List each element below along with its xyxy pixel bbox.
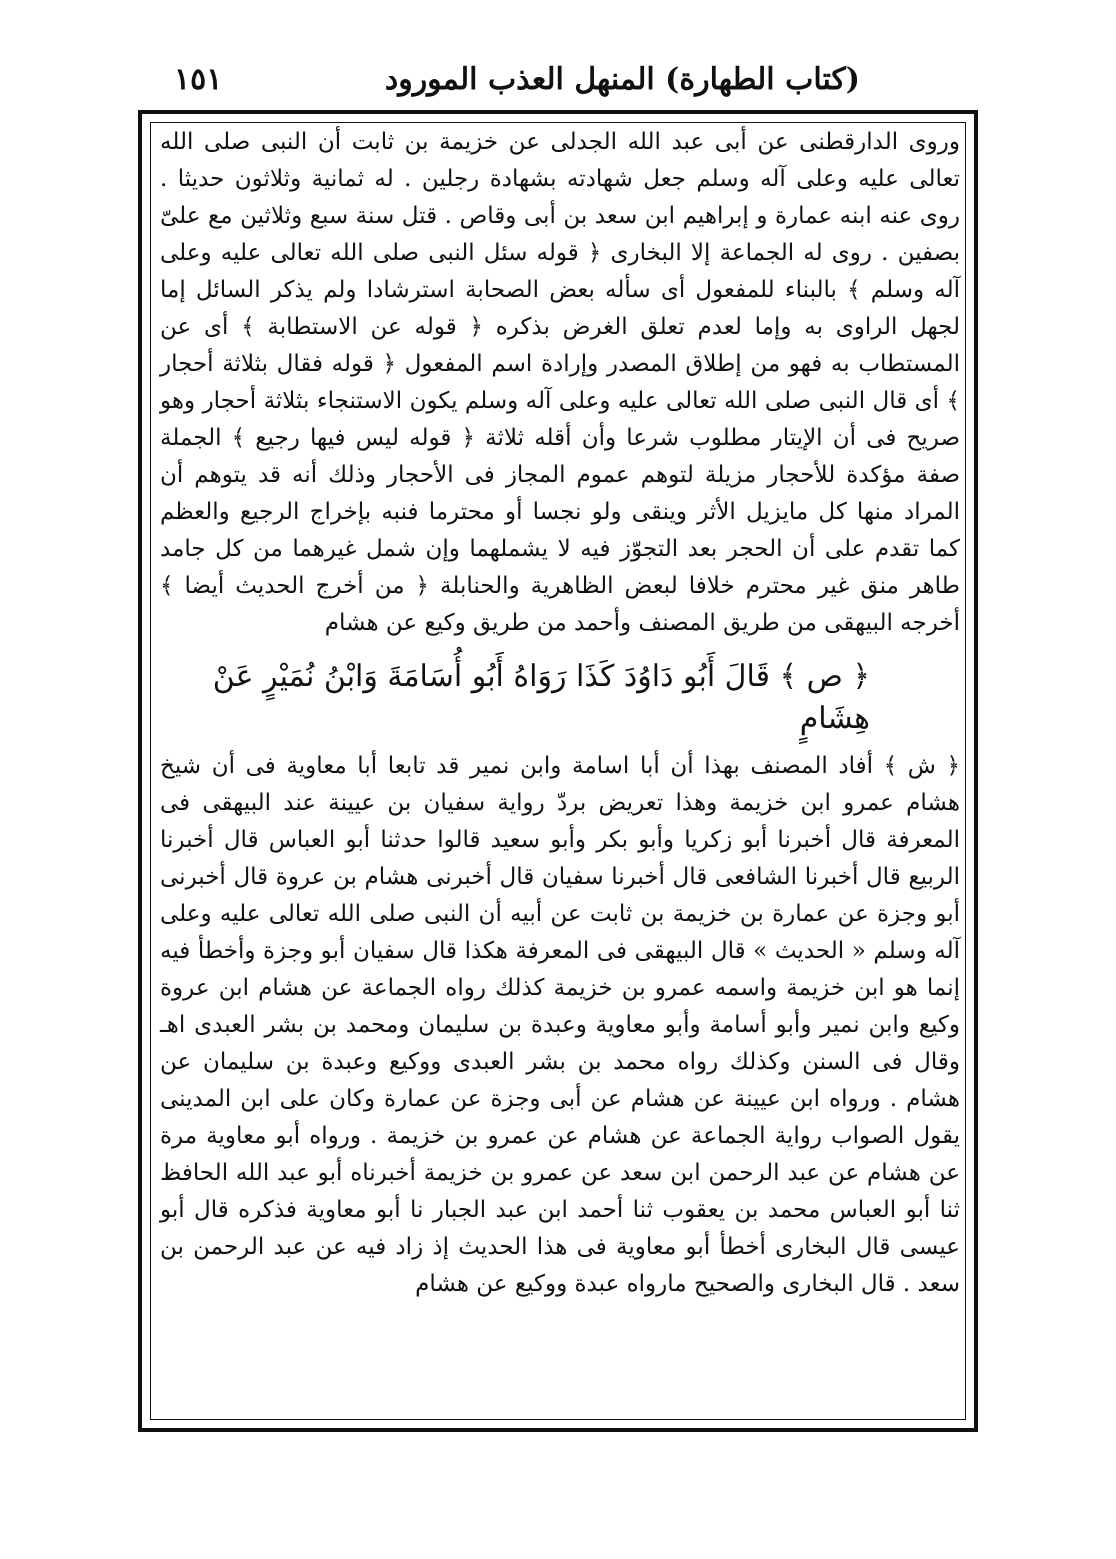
page-number: ١٥١ [174,62,223,97]
page-header [150,60,970,104]
main-text [160,124,960,1414]
paragraph: وروى الدارقطنى عن أبى عبد الله الجدلى عن خزيمة بن ثابت أن النبى صلى الله تعالى عليه وعلى آله وسلم جعل شهادته بشهادة رجلين . له ثمانية وثلاثون حديثا . روى عنه ابنه عمارة و إبراهيم ابن سعد بن أبى وقاص . قتل سنة سبع وثلاثين مع علىّ بصفين . روى له الجماعة إلا البخارى ﴿ قوله سئل النبى صلى الله تعالى عليه وعلى آله وسلم ﴾ بالبناء للمفعول أى سأله بعض الصحابة استرشادا ولم يذكر السائل إما لجهل الراوى به وإما لعدم تعلق الغرض بذكره ﴿ قوله عن الاستطابة ﴾ أى عن المستطاب به فهو من إطلاق المصدر وإرادة اسم المفعول ﴿ قوله فقال بثلاثة أحجار ﴾ أى قال النبى صلى الله تعالى عليه وعلى آله وسلم يكون الاستنجاء بثلاثة أحجار وهو صريح فى أن الإيتار مطلوب شرعا وأن أقله ثلاثة ﴿ قوله ليس فيها رجيع ﴾ الجملة صفة مؤكدة للأحجار مزيلة لتوهم عموم المجاز فى الأحجار وذلك أنه قد يتوهم أن المراد منها كل مايزيل الأثر وينقى ولو نجسا أو محترما فنبه بإخراج الرجيع والعظم كما تقدم على أن الحجر بعد التجوّز فيه لا يشملهما وإن شمل غيرهما من كل جامد طاهر منق غير محترم خلافا لبعض الظاهرية والحنابلة ﴿ من أخرج الحديث أيضا ﴾ أخرجه البيهقى من طريق المصنف وأحمد من طريق وكيع عن هشام [160,129,960,637]
commentary-paragraph: ﴿ ش ﴾ أفاد المصنف بهذا أن أبا اسامة وابن نمير قد تابعا أبا معاوية فى أن شيخ هشام عمرو ابن خزيمة وهذا تعريض بردّ رواية سفيان بن عيينة عند البيهقى فى المعرفة قال أخبرنا أبو زكريا وأبو بكر وأبو سعيد قالوا حدثنا أبو العباس قال أخبرنا الربيع قال أخبرنا الشافعى قال أخبرنا سفيان قال أخبرنى هشام بن عروة قال أخبرنى أبو وجزة عن عمارة بن خزيمة بن ثابت عن أبيه أن النبى صلى الله تعالى عليه وعلى آله وسلم « الحديث » قال البيهقى فى المعرفة هكذا قال سفيان أبو وجزة وأخطأ فيه إنما هو ابن خزيمة واسمه عمرو بن خزيمة كذلك رواه الجماعة عن هشام ابن عروة وكيع وابن نمير وأبو أسامة وأبو معاوية وعبدة بن سليمان ومحمد بن بشر العبدى اهـ وقال فى السنن وكذلك رواه محمد بن بشر العبدى ووكيع وعبدة بن سليمان عن هشام . ورواه ابن عيينة عن هشام عن أبى وجزة عن عمارة وكان على ابن المدينى يقول الصواب رواية الجماعة عن هشام عن عمرو بن خزيمة . ورواه أبو معاوية مرة عن هشام عن عبد الرحمن ابن سعد عن عمرو بن خزيمة أخبرناه أبو عبد الله الحافظ ثنا أبو العباس محمد بن يعقوب ثنا أحمد ابن عبد الجبار نا أبو معاوية فذكره قال أبو عيسى قال البخارى أخطأ أبو معاوية فى هذا الحديث إذ زاد فيه عن عبد الرحمن بن سعد . قال البخارى والصحيح مارواه عبدة ووكيع عن هشام [160,753,960,1298]
running-title: (كتاب الطهارة) المنهل العذب المورود [384,62,860,97]
hadith-quote: ﴿ ص ﴾ قَالَ أَبُو دَاوُدَ كَذَا رَوَاهُ أَبُو أُسَامَةَ وَابْنُ نُمَيْرٍ عَنْ هِشَامٍ [212,659,870,737]
